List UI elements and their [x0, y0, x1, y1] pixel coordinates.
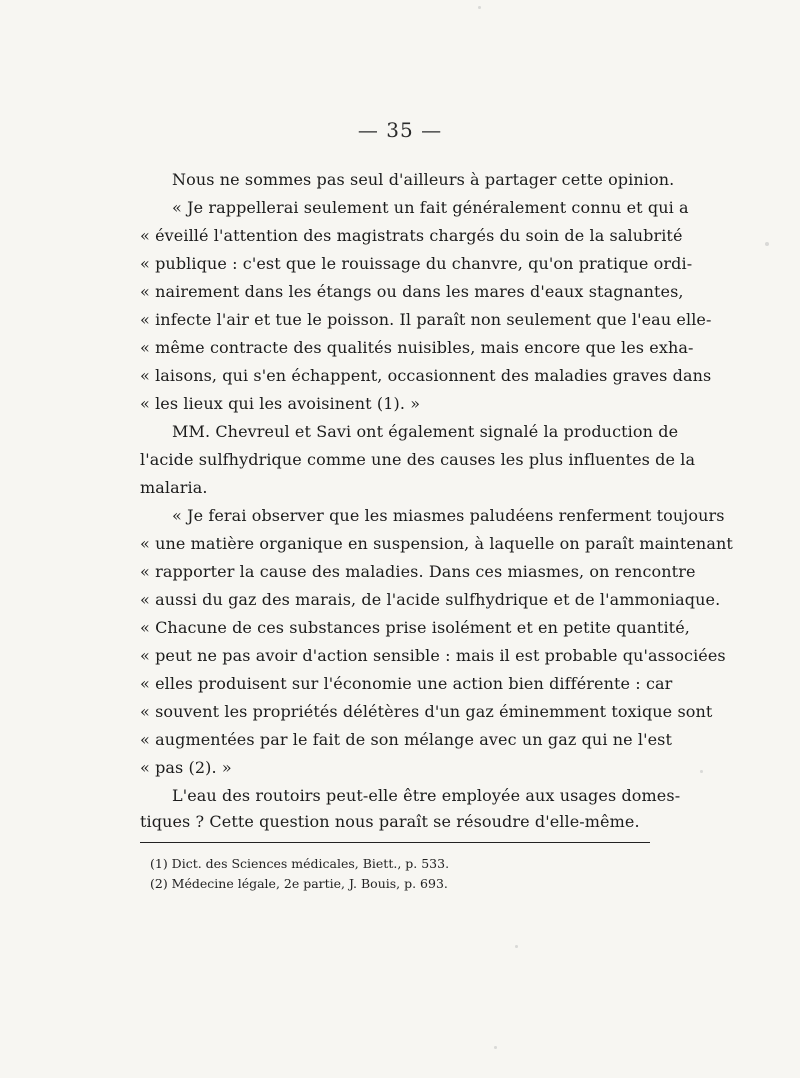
scan-speck — [700, 770, 703, 773]
text-line: « aussi du gaz des marais, de l'acide sulfhydrique et de l'ammoniaque. — [140, 590, 721, 609]
text-line: « laisons, qui s'en échappent, occasionnent des maladies graves dans — [140, 366, 712, 385]
scan-speck — [515, 945, 518, 948]
scan-speck — [478, 6, 481, 9]
text-line: « peut ne pas avoir d'action sensible : mais il est probable qu'associées — [140, 646, 726, 665]
text-line: « augmentées par le fait de son mélange avec un gaz qui ne l'est — [140, 730, 673, 749]
text-line: « même contracte des qualités nuisibles, mais encore que les exha- — [140, 338, 694, 357]
scan-speck — [494, 1046, 497, 1049]
text-line: « elles produisent sur l'économie une action bien différente : car — [140, 674, 673, 693]
page-number: — 35 — — [357, 118, 443, 142]
footnote: (1) Dict. des Sciences médicales, Biett., p. 533. — [150, 856, 450, 871]
text-line: L'eau des routoirs peut-elle être employée aux usages domes- — [172, 786, 681, 805]
text-line: « Je ferai observer que les miasmes paludéens renferment toujours — [172, 506, 725, 525]
text-line: MM. Chevreul et Savi ont également signalé la production de — [172, 422, 679, 441]
text-line: « publique : c'est que le rouissage du chanvre, qu'on pratique ordi- — [140, 254, 693, 273]
text-line: « les lieux qui les avoisinent (1). » — [140, 394, 421, 413]
text-line: « souvent les propriétés délétères d'un gaz éminemment toxique sont — [140, 702, 713, 721]
text-line: « une matière organique en suspension, à laquelle on paraît maintenant — [140, 534, 733, 553]
text-line: « Chacune de ces substances prise isolément et en petite quantité, — [140, 618, 690, 637]
text-line: « nairement dans les étangs ou dans les mares d'eaux stagnantes, — [140, 282, 684, 301]
footnote: (2) Médecine légale, 2e partie, J. Bouis, p. 693. — [150, 876, 448, 891]
text-line: Nous ne sommes pas seul d'ailleurs à partager cette opinion. — [172, 170, 675, 189]
text-line: « éveillé l'attention des magistrats chargés du soin de la salubrité — [140, 226, 683, 245]
text-line: l'acide sulfhydrique comme une des causes les plus influentes de la — [140, 450, 696, 469]
text-line: « infecte l'air et tue le poisson. Il paraît non seulement que l'eau elle- — [140, 310, 712, 329]
text-line: « pas (2). » — [140, 758, 232, 777]
scan-speck — [765, 242, 769, 246]
text-line: tiques ? Cette question nous paraît se résoudre d'elle-même. — [140, 812, 640, 831]
text-line: « rapporter la cause des maladies. Dans ces miasmes, on rencontre — [140, 562, 696, 581]
text-line: « Je rappellerai seulement un fait généralement connu et qui a — [172, 198, 689, 217]
footnote-divider — [140, 842, 650, 843]
text-line: malaria. — [140, 478, 208, 497]
